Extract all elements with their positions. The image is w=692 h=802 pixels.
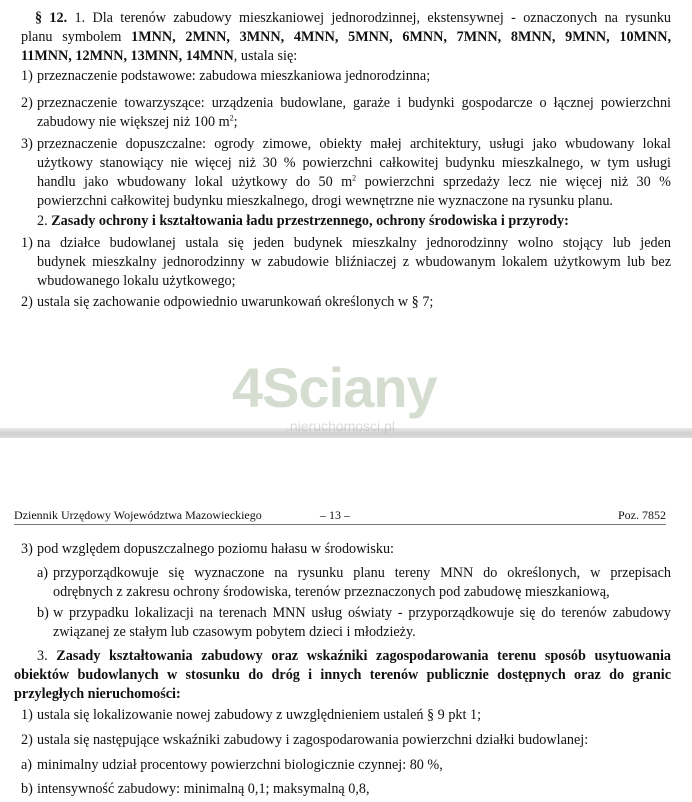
page-number: – 13 – — [320, 508, 350, 522]
list-item-permitted-use: przeznaczenie dopuszczalne: ogrody zimowe, obiekty małej architektury, usługi jako wbudowany lokal użytkowy stanowiący nie więcej niż 30 % powierzchni całkowitej budynku mieszkalnego, w tym usługi handlu jako wbudowany lokal użytkowy do 50 $m^2$ powierzchni sprzedaży lecz nie więcej niż 30 % powierzchni całkowitej budynku mieszkalnego, drogi wewnętrzne nie wyznaczone na rysunku planu. — [37, 136, 671, 209]
list-number: 2) — [21, 732, 33, 748]
list-item-biological-area: minimalny udział procentowy powierzchni biologicznie czynnej: 80 %, — [37, 757, 443, 773]
section-marker: § 12. — [35, 10, 68, 26]
list-number: 1) — [21, 707, 33, 723]
list-item-intensity: intensywność zabudowy: minimalną 0,1; maksymalną 0,8, — [37, 781, 370, 797]
list-number: 3) — [21, 541, 33, 557]
list-item-primary-use: przeznaczenie podstawowe: zabudowa mieszkaniowa jednorodzinna; — [37, 68, 431, 84]
section-3-heading: 3. Zasady kształtowania zabudowy oraz wskaźniki zagospodarowania terenu sposób usytuowania obiektów budowlanych w stosunku do dróg i innych terenów publicznie dostępnych oraz do granic przyległych nieruchomości: — [14, 648, 672, 702]
paragraph-12-intro: § 12. 1. Dla terenów zabudowy mieszkaniowej jednorodzinnej, ekstensywnej - oznaczonych na rysunku planu symbolem 1MNN, 2MNN, 3MNN, 4MNN, 5MNN, 6MNN, 7MNN, 8MNN, 9MNN, 10MNN, 11MNN, 12MNN, 13MNN, 14MNN, ustala się: — [21, 10, 672, 64]
list-item-conditions: ustala się zachowanie odpowiednio uwarunkowań określonych w § 7; — [37, 294, 434, 310]
list-letter: b) — [21, 781, 33, 797]
section-2-heading: 2. Zasady ochrony i kształtowania ładu przestrzennego, ochrony środowiska i przyrody: — [37, 213, 569, 229]
list-letter: a) — [37, 565, 49, 581]
watermark-logo: 4Sciany .nieruchomosci.pl — [232, 356, 437, 434]
list-item-new-buildings: ustala się lokalizowanie nowej zabudowy z uwzględnieniem ustaleń § 9 pkt 1; — [37, 707, 482, 723]
list-number: 1) — [21, 235, 33, 251]
list-item-mnn-areas: przyporządkowuje się wyznaczone na rysunku planu tereny MNN do określonych, w przepisach odrębnych z zakresu ochrony środowiska, terenów przeznaczonych pod zabudowę mieszkaniową, — [53, 565, 671, 600]
list-item-single-building: na działce budowlanej ustala się jeden budynek mieszkalny jednorodzinny wolno stojący lub jeden budynek mieszkalny jednorodzinny w zabudowie bliźniaczej z wbudowanym lokalem użytkowym lub bez wbudowanego lokalu użytkowego; — [37, 235, 671, 289]
list-number: 1) — [21, 68, 33, 84]
page-header — [14, 507, 666, 525]
symbol-list-1: 1MNN, 2MNN, 3MNN, 4MNN, 5MNN, 6MNN, 7MNN, 8MNN, 9MNN, 10MNN, — [131, 29, 671, 45]
list-number: 2) — [21, 95, 33, 111]
list-letter: b) — [37, 605, 49, 621]
intro-line-1: Dla terenów zabudowy mieszkaniowej jednorodzinnej, ekstensywnej - oznaczonych na rysunku — [92, 10, 672, 26]
list-letter: a) — [21, 757, 33, 773]
list-number: 2) — [21, 294, 33, 310]
list-item-indicators: ustala się następujące wskaźniki zabudowy i zagospodarowania powierzchni działki budowlanej: — [37, 732, 589, 748]
list-item-noise-level: pod względem dopuszczalnego poziomu hałasu w środowisku: — [37, 541, 394, 557]
journal-title: Dziennik Urzędowy Województwa Mazowieckiego — [14, 508, 262, 522]
symbol-list-2: 11MNN, 12MNN, 13MNN, 14MNN — [21, 48, 234, 64]
list-item-accompanying-use: przeznaczenie towarzyszące: urządzenia budowlane, garaże i budynki gospodarcze o łącznej powierzchni zabudowy nie większej niż 100 $m^2$; — [37, 95, 671, 130]
list-number: 3) — [21, 136, 33, 152]
position-number: Poz. 7852 — [618, 508, 666, 522]
list-item-education-services: w przypadku lokalizacji na terenach MNN usług oświaty - przyporządkowuje się do terenów zabudowy związanej ze stałym lub czasowym pobytem dzieci i młodzieży. — [53, 605, 671, 640]
